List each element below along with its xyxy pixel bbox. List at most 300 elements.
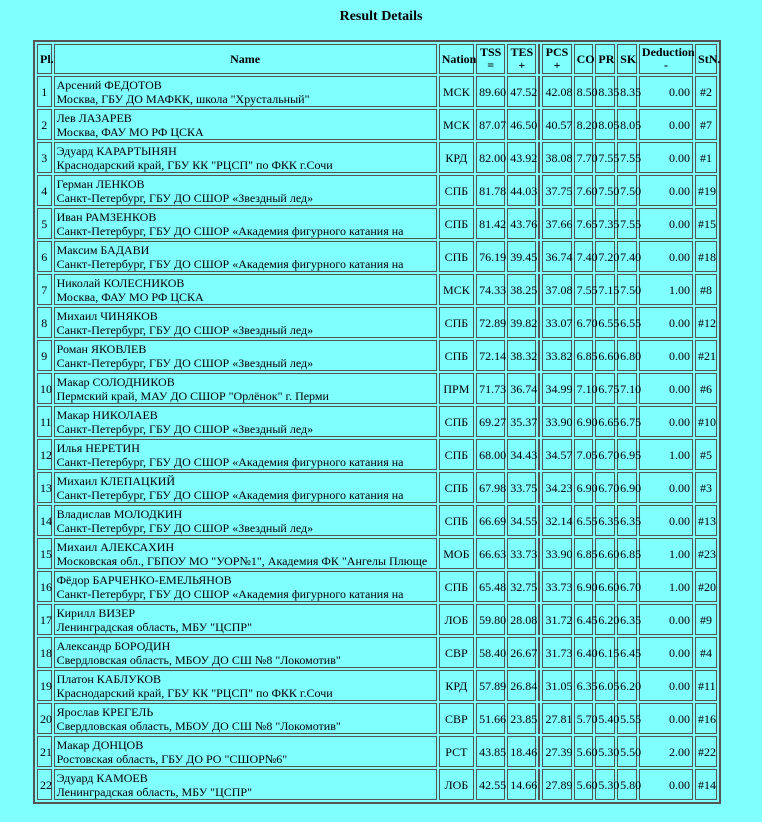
skater-club: Санкт-Петербург, ГБУ ДО СШОР «Звездный лед» (56, 355, 314, 370)
skater-club: Санкт-Петербург, ГБУ ДО СШОР «Звездный лед» (56, 421, 314, 436)
skater-cell (54, 208, 437, 239)
deduction-cell: 0.00 (639, 406, 693, 437)
place-cell: 6 (37, 241, 52, 272)
tss-cell: 81.78 (476, 175, 505, 206)
co-cell: 7.10 (574, 373, 594, 404)
blank-cell (538, 175, 540, 206)
tes-cell: 23.85 (507, 703, 536, 734)
co-cell: 7.70 (574, 142, 594, 173)
skater-name: Герман ЛЕНКОВ (56, 176, 145, 191)
co-cell: 7.05 (574, 439, 594, 470)
skater-name: Николай КОЛЕСНИКОВ (56, 275, 185, 290)
blank-cell (538, 472, 540, 503)
sk-cell: 6.90 (617, 472, 637, 503)
co-cell: 6.35 (574, 670, 594, 701)
deduction-cell: 0.00 (639, 769, 693, 800)
table-row (37, 472, 717, 503)
place-cell: 7 (37, 274, 52, 305)
start-number-cell: #12 (695, 307, 717, 338)
header-deduction-sub: - (663, 58, 668, 72)
tes-cell: 28.08 (507, 604, 536, 635)
skater-cell (54, 736, 437, 767)
tes-cell: 33.75 (507, 472, 536, 503)
pcs-cell: 34.99 (542, 373, 571, 404)
skater-club: Санкт-Петербург, ГБУ ДО СШОР «Звездный лед» (56, 190, 314, 205)
header-tss-sub: = (487, 58, 495, 72)
nation-cell: СПБ (439, 505, 474, 536)
results-body (37, 76, 717, 800)
header-tes-sub: + (518, 58, 526, 72)
sk-cell: 6.35 (617, 505, 637, 536)
pr-cell: 8.35 (595, 76, 615, 107)
co-cell: 5.60 (574, 736, 594, 767)
tss-cell: 74.33 (476, 274, 505, 305)
co-cell: 8.50 (574, 76, 594, 107)
nation-cell: КРД (439, 142, 474, 173)
pr-cell: 7.55 (595, 142, 615, 173)
tes-cell: 43.76 (507, 208, 536, 239)
header-sk: SK (617, 44, 637, 74)
deduction-cell: 0.00 (639, 142, 693, 173)
skater-club: Свердловская область, МБОУ ДО СШ №8 "Локомотив" (56, 718, 341, 733)
skater-name: Макар СОЛОДНИКОВ (56, 374, 175, 389)
skater-name: Фёдор БАРЧЕНКО-ЕМЕЛЬЯНОВ (56, 572, 232, 587)
start-number-cell: #3 (695, 472, 717, 503)
deduction-cell: 0.00 (639, 340, 693, 371)
start-number-cell: #6 (695, 373, 717, 404)
blank-cell (538, 670, 540, 701)
skater-club: Ленинградская область, МБУ "ЦСПР" (56, 784, 252, 799)
deduction-cell: 1.00 (639, 439, 693, 470)
blank-cell (538, 373, 540, 404)
skater-club: Санкт-Петербург, ГБУ ДО СШОР «Академия фигурного катания на (56, 487, 404, 502)
skater-club: Санкт-Петербург, ГБУ ДО СШОР «Академия фигурного катания на (56, 454, 404, 469)
tes-cell: 18.46 (507, 736, 536, 767)
pcs-cell: 38.08 (542, 142, 571, 173)
table-row (37, 340, 717, 371)
pcs-cell: 33.90 (542, 538, 571, 569)
sk-cell: 6.75 (617, 406, 637, 437)
place-cell: 15 (37, 538, 52, 569)
deduction-cell: 1.00 (639, 274, 693, 305)
deduction-cell: 1.00 (639, 571, 693, 602)
nation-cell: ПРМ (439, 373, 474, 404)
skater-cell (54, 505, 437, 536)
skater-name: Платон КАБЛУКОВ (56, 671, 162, 686)
table-row (37, 604, 717, 635)
nation-cell: ЛОБ (439, 604, 474, 635)
skater-name: Илья НЕРЕТИН (56, 440, 140, 455)
skater-club: Ростовская область, ГБУ ДО РО "СШОР№6" (56, 751, 288, 766)
skater-name: Кирилл ВИЗЕР (56, 605, 136, 620)
tss-cell: 68.00 (476, 439, 505, 470)
co-cell: 5.60 (574, 769, 594, 800)
start-number-cell: #9 (695, 604, 717, 635)
co-cell: 5.70 (574, 703, 594, 734)
skater-club: Санкт-Петербург, ГБУ ДО СШОР «Звездный лед» (56, 322, 314, 337)
nation-cell: МОБ (439, 538, 474, 569)
start-number-cell: #22 (695, 736, 717, 767)
tes-cell: 35.37 (507, 406, 536, 437)
sk-cell: 6.95 (617, 439, 637, 470)
skater-club: Московская обл., ГБПОУ МО "УОР№1", Академия ФК "Ангелы Плюще (56, 553, 428, 568)
header-tes (507, 44, 536, 74)
blank-cell (538, 340, 540, 371)
co-cell: 6.85 (574, 538, 594, 569)
place-cell: 9 (37, 340, 52, 371)
sk-cell: 7.50 (617, 175, 637, 206)
skater-club: Москва, ФАУ МО РФ ЦСКА (56, 124, 204, 139)
co-cell: 6.70 (574, 307, 594, 338)
skater-name: Эдуард КАРАРТЫНЯН (56, 143, 177, 158)
skater-club: Ленинградская область, МБУ "ЦСПР" (56, 619, 252, 634)
blank-cell (538, 109, 540, 140)
table-row (37, 769, 717, 800)
sk-cell: 6.45 (617, 637, 637, 668)
skater-club: Санкт-Петербург, ГБУ ДО СШОР «Звездный лед» (56, 520, 314, 535)
skater-name: Михаил ЧИНЯКОВ (56, 308, 158, 323)
sk-cell: 6.80 (617, 340, 637, 371)
table-row (37, 109, 717, 140)
table-row (37, 505, 717, 536)
tes-cell: 26.67 (507, 637, 536, 668)
start-number-cell: #14 (695, 769, 717, 800)
table-row (37, 208, 717, 239)
nation-cell: СПБ (439, 439, 474, 470)
nation-cell: СПБ (439, 340, 474, 371)
pr-cell: 7.20 (595, 241, 615, 272)
pr-cell: 6.20 (595, 604, 615, 635)
sk-cell: 5.55 (617, 703, 637, 734)
skater-club: Санкт-Петербург, ГБУ ДО СШОР «Академия фигурного катания на (56, 223, 404, 238)
nation-cell: СВР (439, 637, 474, 668)
co-cell: 6.55 (574, 505, 594, 536)
header-row (37, 44, 717, 74)
deduction-cell: 0.00 (639, 241, 693, 272)
skater-club: Москва, ГБУ ДО МАФКК, школа "Хрустальный" (56, 91, 310, 106)
table-row (37, 571, 717, 602)
nation-cell: СПБ (439, 208, 474, 239)
place-cell: 19 (37, 670, 52, 701)
skater-club: Краснодарский край, ГБУ КК "РЦСП" по ФКК г.Сочи (56, 157, 333, 172)
co-cell: 7.55 (574, 274, 594, 305)
tes-cell: 38.32 (507, 340, 536, 371)
start-number-cell: #19 (695, 175, 717, 206)
tss-cell: 58.40 (476, 637, 505, 668)
pcs-cell: 33.82 (542, 340, 571, 371)
place-cell: 11 (37, 406, 52, 437)
table-row (37, 670, 717, 701)
pr-cell: 6.15 (595, 637, 615, 668)
pcs-cell: 27.39 (542, 736, 571, 767)
deduction-cell: 0.00 (639, 505, 693, 536)
start-number-cell: #10 (695, 406, 717, 437)
skater-cell (54, 241, 437, 272)
pcs-cell: 33.73 (542, 571, 571, 602)
co-cell: 6.45 (574, 604, 594, 635)
sk-cell: 8.05 (617, 109, 637, 140)
header-pr: PR (595, 44, 615, 74)
pcs-cell: 37.08 (542, 274, 571, 305)
start-number-cell: #7 (695, 109, 717, 140)
place-cell: 22 (37, 769, 52, 800)
deduction-cell: 0.00 (639, 472, 693, 503)
header-pcs-label: PCS (545, 45, 569, 59)
tss-cell: 57.89 (476, 670, 505, 701)
nation-cell: РСТ (439, 736, 474, 767)
pr-cell: 6.55 (595, 307, 615, 338)
tss-cell: 59.80 (476, 604, 505, 635)
nation-cell: СПБ (439, 472, 474, 503)
skater-cell (54, 175, 437, 206)
blank-cell (538, 142, 540, 173)
co-cell: 6.90 (574, 406, 594, 437)
skater-club: Санкт-Петербург, ГБУ ДО СШОР «Академия фигурного катания на (56, 586, 404, 601)
tss-cell: 43.85 (476, 736, 505, 767)
sk-cell: 7.40 (617, 241, 637, 272)
deduction-cell: 1.00 (639, 538, 693, 569)
sk-cell: 6.55 (617, 307, 637, 338)
pr-cell: 5.40 (595, 703, 615, 734)
skater-cell (54, 637, 437, 668)
skater-club: Свердловская область, МБОУ ДО СШ №8 "Локомотив" (56, 652, 341, 667)
deduction-cell: 0.00 (639, 637, 693, 668)
start-number-cell: #13 (695, 505, 717, 536)
table-row (37, 439, 717, 470)
tes-cell: 46.50 (507, 109, 536, 140)
table-row (37, 76, 717, 107)
pcs-cell: 42.08 (542, 76, 571, 107)
nation-cell: ЛОБ (439, 769, 474, 800)
tes-cell: 34.55 (507, 505, 536, 536)
pr-cell: 6.35 (595, 505, 615, 536)
skater-cell (54, 670, 437, 701)
tes-cell: 36.74 (507, 373, 536, 404)
pr-cell: 6.65 (595, 406, 615, 437)
pcs-cell: 27.81 (542, 703, 571, 734)
tes-cell: 34.43 (507, 439, 536, 470)
skater-name: Владислав МОЛОДКИН (56, 506, 183, 521)
pcs-cell: 31.73 (542, 637, 571, 668)
skater-name: Михаил КЛЕПАЦКИЙ (56, 473, 176, 488)
results-table (33, 40, 721, 804)
header-co: CO (574, 44, 594, 74)
skater-cell (54, 142, 437, 173)
place-cell: 5 (37, 208, 52, 239)
skater-name: Михаил АЛЕКСАХИН (56, 539, 175, 554)
place-cell: 3 (37, 142, 52, 173)
tes-cell: 43.92 (507, 142, 536, 173)
start-number-cell: #8 (695, 274, 717, 305)
pcs-cell: 34.57 (542, 439, 571, 470)
skater-name: Эдуард КАМОЕВ (56, 770, 148, 785)
blank-cell (538, 274, 540, 305)
start-number-cell: #5 (695, 439, 717, 470)
nation-cell: СПБ (439, 406, 474, 437)
start-number-cell: #11 (695, 670, 717, 701)
place-cell: 13 (37, 472, 52, 503)
skater-cell (54, 109, 437, 140)
blank-cell (538, 604, 540, 635)
skater-cell (54, 439, 437, 470)
page-title: Result Details (339, 9, 423, 24)
tss-cell: 66.63 (476, 538, 505, 569)
skater-cell (54, 307, 437, 338)
tss-cell: 82.00 (476, 142, 505, 173)
blank-cell (538, 241, 540, 272)
table-row (37, 307, 717, 338)
deduction-cell: 0.00 (639, 208, 693, 239)
pr-cell: 6.70 (595, 472, 615, 503)
blank-cell (538, 505, 540, 536)
skater-name: Ярослав КРЕГЕЛЬ (56, 704, 154, 719)
table-row (37, 637, 717, 668)
skater-cell (54, 274, 437, 305)
skater-club: Краснодарский край, ГБУ КК "РЦСП" по ФКК г.Сочи (56, 685, 333, 700)
sk-cell: 6.70 (617, 571, 637, 602)
co-cell: 6.85 (574, 340, 594, 371)
pcs-cell: 37.66 (542, 208, 571, 239)
co-cell: 8.20 (574, 109, 594, 140)
skater-name: Макар НИКОЛАЕВ (56, 407, 158, 422)
nation-cell: СПБ (439, 175, 474, 206)
table-row (37, 241, 717, 272)
pr-cell: 6.05 (595, 670, 615, 701)
blank-cell (538, 76, 540, 107)
co-cell: 6.90 (574, 472, 594, 503)
pr-cell: 5.30 (595, 736, 615, 767)
table-row (37, 373, 717, 404)
table-row (37, 175, 717, 206)
pr-cell: 6.75 (595, 373, 615, 404)
skater-cell (54, 373, 437, 404)
nation-cell: МСК (439, 274, 474, 305)
skater-name: Александр БОРОДИН (56, 638, 171, 653)
skater-cell (54, 604, 437, 635)
skater-club: Санкт-Петербург, ГБУ ДО СШОР «Академия фигурного катания на (56, 256, 404, 271)
co-cell: 7.65 (574, 208, 594, 239)
header-deduction (639, 44, 693, 74)
co-cell: 6.40 (574, 637, 594, 668)
place-cell: 8 (37, 307, 52, 338)
tes-cell: 39.82 (507, 307, 536, 338)
start-number-cell: #23 (695, 538, 717, 569)
pr-cell: 6.60 (595, 571, 615, 602)
place-cell: 2 (37, 109, 52, 140)
blank-cell (538, 538, 540, 569)
place-cell: 17 (37, 604, 52, 635)
blank-cell (538, 637, 540, 668)
place-cell: 21 (37, 736, 52, 767)
table-row (37, 142, 717, 173)
pcs-cell: 40.57 (542, 109, 571, 140)
pr-cell: 7.15 (595, 274, 615, 305)
pr-cell: 6.60 (595, 340, 615, 371)
tes-cell: 47.52 (507, 76, 536, 107)
pcs-cell: 36.74 (542, 241, 571, 272)
skater-name: Макар ДОНЦОВ (56, 737, 144, 752)
nation-cell: СПБ (439, 241, 474, 272)
place-cell: 14 (37, 505, 52, 536)
blank-cell (538, 406, 540, 437)
table-row (37, 538, 717, 569)
table-row (37, 703, 717, 734)
deduction-cell: 0.00 (639, 76, 693, 107)
pcs-cell: 31.05 (542, 670, 571, 701)
pr-cell: 6.60 (595, 538, 615, 569)
blank-cell (538, 571, 540, 602)
header-deduction-label: Deduction (641, 45, 695, 59)
place-cell: 1 (37, 76, 52, 107)
pcs-cell: 33.90 (542, 406, 571, 437)
skater-cell (54, 76, 437, 107)
pr-cell: 7.50 (595, 175, 615, 206)
deduction-cell: 2.00 (639, 736, 693, 767)
sk-cell: 7.50 (617, 274, 637, 305)
skater-cell (54, 769, 437, 800)
skater-cell (54, 703, 437, 734)
sk-cell: 8.35 (617, 76, 637, 107)
pr-cell: 8.05 (595, 109, 615, 140)
tss-cell: 76.19 (476, 241, 505, 272)
tss-cell: 66.69 (476, 505, 505, 536)
deduction-cell: 0.00 (639, 373, 693, 404)
header-pcs (542, 44, 571, 74)
sk-cell: 7.10 (617, 373, 637, 404)
skater-name: Лев ЛАЗАРЕВ (56, 110, 132, 125)
deduction-cell: 0.00 (639, 670, 693, 701)
blank-cell (538, 769, 540, 800)
place-cell: 4 (37, 175, 52, 206)
tes-cell: 38.25 (507, 274, 536, 305)
tes-cell: 32.75 (507, 571, 536, 602)
co-cell: 7.40 (574, 241, 594, 272)
skater-cell (54, 406, 437, 437)
tes-cell: 44.03 (507, 175, 536, 206)
tss-cell: 69.27 (476, 406, 505, 437)
tss-cell: 51.66 (476, 703, 505, 734)
sk-cell: 6.20 (617, 670, 637, 701)
sk-cell: 5.80 (617, 769, 637, 800)
pr-cell: 7.35 (595, 208, 615, 239)
tss-cell: 72.89 (476, 307, 505, 338)
place-cell: 18 (37, 637, 52, 668)
sk-cell: 6.85 (617, 538, 637, 569)
table-row (37, 736, 717, 767)
pcs-cell: 33.07 (542, 307, 571, 338)
deduction-cell: 0.00 (639, 604, 693, 635)
pr-cell: 6.70 (595, 439, 615, 470)
tes-cell: 33.73 (507, 538, 536, 569)
header-stn: StN. (695, 44, 717, 74)
tss-cell: 81.42 (476, 208, 505, 239)
skater-name: Арсений ФЕДОТОВ (56, 77, 162, 92)
tss-cell: 67.98 (476, 472, 505, 503)
deduction-cell: 0.00 (639, 307, 693, 338)
header-tss (476, 44, 505, 74)
skater-club: Пермский край, МАУ ДО СШОР "Орлёнок" г. Перми (56, 388, 329, 403)
deduction-cell: 0.00 (639, 175, 693, 206)
header-pcs-sub: + (553, 58, 561, 72)
header-tes-label: TES (510, 45, 534, 59)
header-tss-label: TSS (479, 45, 502, 59)
pcs-cell: 27.89 (542, 769, 571, 800)
start-number-cell: #21 (695, 340, 717, 371)
header-nation: Nation (439, 44, 474, 74)
nation-cell: КРД (439, 670, 474, 701)
start-number-cell: #2 (695, 76, 717, 107)
skater-cell (54, 538, 437, 569)
